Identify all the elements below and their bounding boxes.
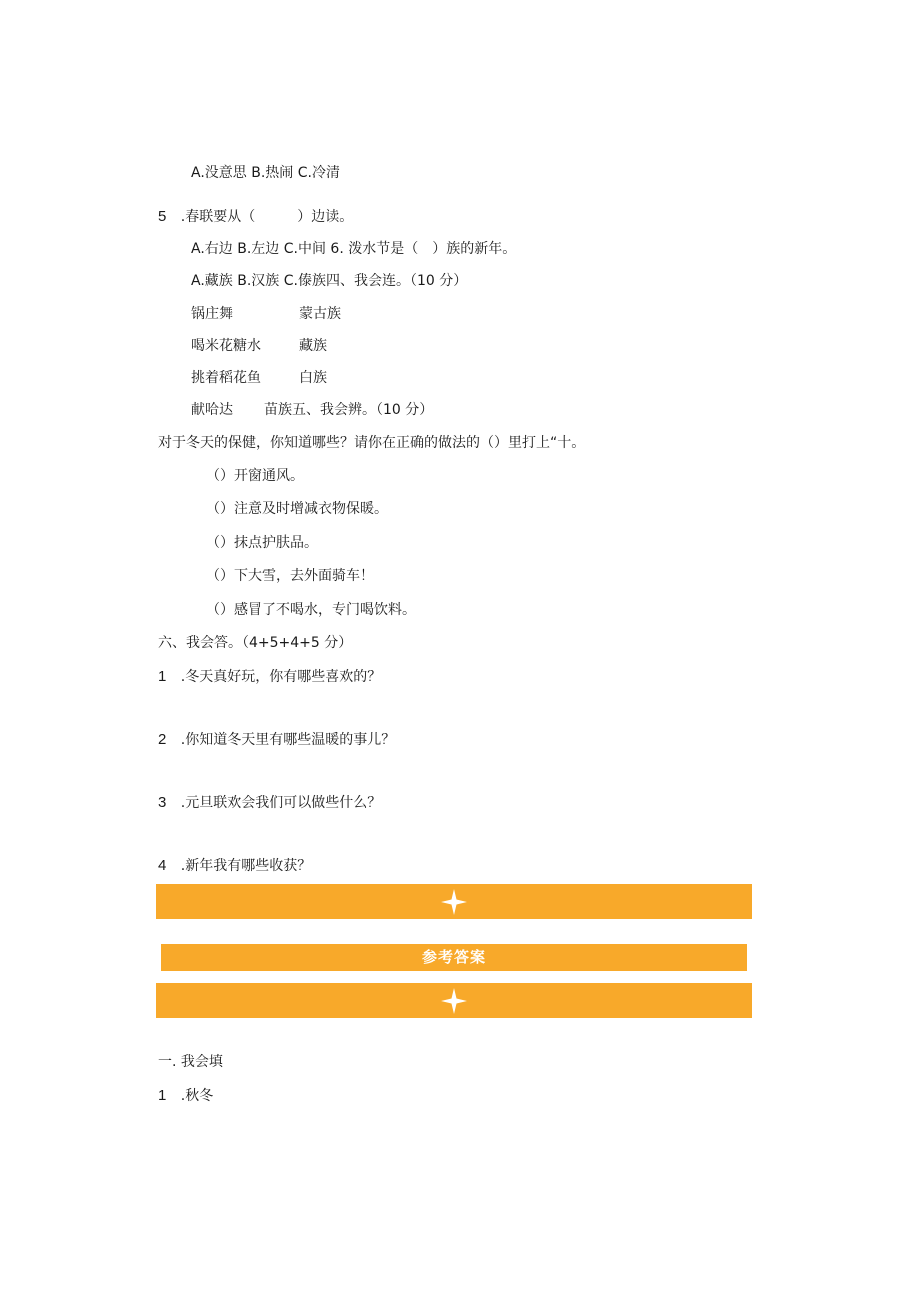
judge-item-4: （）下大雪，去外面骑车！ (206, 568, 374, 584)
q6-options-sec4-title: A.藏族 B.汉族 C.傣族四、我会连。（10 分） (191, 273, 468, 289)
q4-options: A.没意思 B.热闹 C.冷清 (191, 165, 340, 181)
answer-1 (158, 1086, 213, 1106)
answer-question-text: .元旦联欢会我们可以做些什么？ (180, 795, 382, 811)
match-left-1: 锅庄舞 (191, 306, 233, 322)
match-left-3: 挑着稻花鱼 (191, 370, 261, 386)
match-right-4-sec5-title: 苗族五、我会辨。（10 分） (264, 402, 434, 418)
four-point-star-icon (441, 988, 467, 1014)
judge-item-2: （）注意及时增减衣物保暖。 (206, 501, 388, 517)
q5-question (158, 207, 353, 227)
answers-heading: 一. 我会填 (158, 1054, 223, 1070)
answer-question-number: 3 (158, 794, 167, 811)
answer-question-text: .冬天真好玩，你有哪些喜欢的？ (180, 669, 382, 685)
match-right-2: 藏族 (299, 338, 327, 354)
answer-text: .秋冬 (180, 1088, 214, 1104)
banner-top-band (156, 884, 752, 919)
match-left-4: 献哈达 (191, 402, 233, 418)
answer-question-text: .新年我有哪些收获？ (180, 858, 312, 874)
q5-options-q6: A.右边 B.左边 C.中间 6. 泼水节是（ ）族的新年。 (191, 241, 517, 257)
answer-question-4 (158, 856, 311, 876)
answer-question-2 (158, 730, 395, 750)
sec6-title: 六、我会答。（4+5+4+5 分） (158, 635, 353, 651)
answer-question-number: 2 (158, 731, 167, 748)
banner-bottom-band (156, 983, 752, 1018)
answer-question-text: .你知道冬天里有哪些温暖的事儿？ (180, 732, 396, 748)
banner-title-band (161, 944, 747, 971)
sec5-prompt: 对于冬天的保健，你知道哪些？请你在正确的做法的（）里打上“十。 (158, 435, 586, 451)
judge-item-3: （）抹点护肤品。 (206, 535, 318, 551)
match-right-1: 蒙古族 (299, 306, 341, 322)
q5-number: 5 (158, 208, 167, 225)
answer-number: 1 (158, 1087, 167, 1104)
answer-question-1 (158, 667, 381, 687)
judge-item-1: （）开窗通风。 (206, 468, 304, 484)
match-right-3: 白族 (299, 370, 327, 386)
answer-question-3 (158, 793, 381, 813)
answer-question-number: 1 (158, 668, 167, 685)
q5-text: .春联要从（ ）边读。 (180, 209, 354, 225)
banner-title: 参考答案 (421, 948, 486, 966)
match-left-2: 喝米花糖水 (191, 338, 261, 354)
four-point-star-icon (441, 889, 467, 915)
answer-question-number: 4 (158, 857, 167, 874)
judge-item-5: （）感冒了不喝水，专门喝饮料。 (206, 602, 416, 618)
